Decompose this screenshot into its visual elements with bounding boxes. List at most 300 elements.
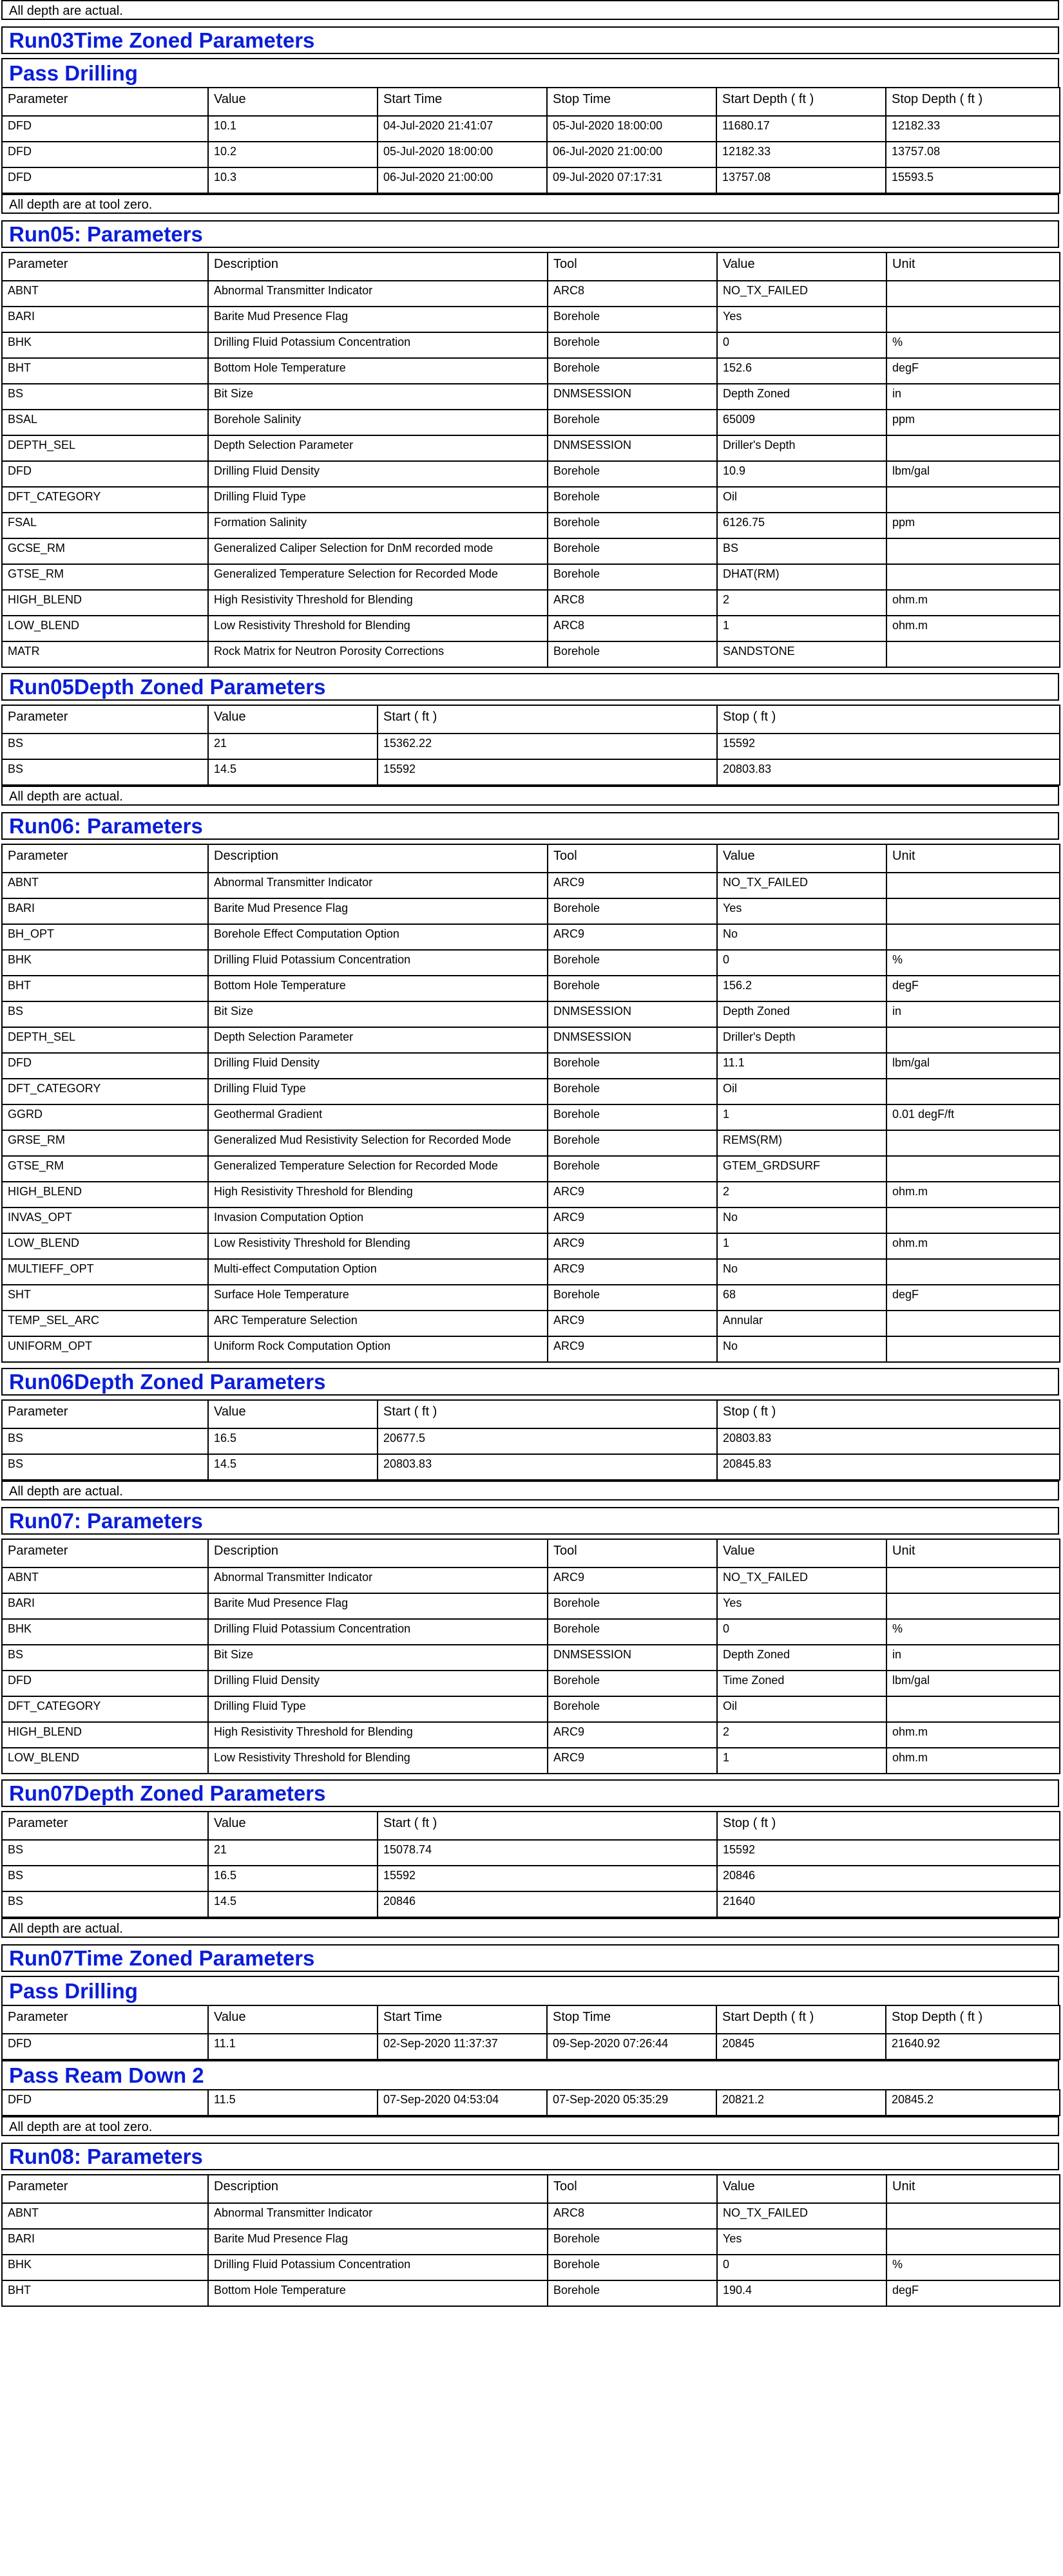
column-header: Tool xyxy=(548,844,717,873)
table-cell: FSAL xyxy=(2,513,208,538)
table-cell: Borehole xyxy=(548,1696,717,1722)
table-cell: 0 xyxy=(717,2255,886,2280)
column-header: Parameter xyxy=(2,1812,208,1840)
table-cell: ARC9 xyxy=(548,1567,717,1593)
table-cell: BARI xyxy=(2,2229,208,2255)
table-cell: 09-Sep-2020 07:26:44 xyxy=(547,2034,716,2060)
table-row xyxy=(2,1130,1060,1156)
table-cell xyxy=(886,1696,1060,1722)
parameters-table xyxy=(1,87,1060,194)
table-cell: Rock Matrix for Neutron Porosity Corrections xyxy=(208,641,548,667)
table-cell: 21 xyxy=(208,1840,378,1866)
table-cell: 11.1 xyxy=(717,1053,886,1079)
table-cell: 12182.33 xyxy=(716,142,886,167)
table-cell: Borehole xyxy=(548,461,717,487)
table-cell: Borehole xyxy=(548,2280,717,2306)
table-cell: 20845.2 xyxy=(886,2090,1060,2116)
table-cell: Drilling Fluid Potassium Concentration xyxy=(208,2255,548,2280)
table-cell: GCSE_RM xyxy=(2,538,208,564)
table-cell: High Resistivity Threshold for Blending xyxy=(208,1722,548,1748)
table-cell: Borehole xyxy=(548,976,717,1001)
table-row xyxy=(2,538,1060,564)
table-cell: Borehole xyxy=(548,564,717,590)
table-cell: HIGH_BLEND xyxy=(2,1182,208,1208)
table-cell: BHT xyxy=(2,358,208,384)
table-header-row xyxy=(2,2175,1060,2203)
table-cell: 06-Jul-2020 21:00:00 xyxy=(378,167,547,193)
spacer xyxy=(1,1363,1059,1368)
column-header: Parameter xyxy=(2,2175,208,2203)
section-title: Run05Depth Zoned Parameters xyxy=(1,673,1059,701)
table-cell: 11680.17 xyxy=(716,116,886,142)
table-cell: 156.2 xyxy=(717,976,886,1001)
table-cell: 20803.83 xyxy=(378,1454,717,1480)
column-header: Stop ( ft ) xyxy=(717,1400,1060,1428)
table-cell: Borehole Effect Computation Option xyxy=(208,924,548,950)
table-cell: ABNT xyxy=(2,281,208,307)
table-cell: Borehole xyxy=(548,332,717,358)
table-cell: Driller's Depth xyxy=(717,435,886,461)
table-cell: DEPTH_SEL xyxy=(2,435,208,461)
table-row xyxy=(2,167,1060,193)
table-cell: High Resistivity Threshold for Blending xyxy=(208,590,548,616)
note-text: All depth are actual. xyxy=(1,1918,1059,1938)
column-header: Stop Depth ( ft ) xyxy=(886,88,1060,116)
table-cell: 06-Jul-2020 21:00:00 xyxy=(547,142,716,167)
table-row xyxy=(2,734,1060,759)
table-cell: High Resistivity Threshold for Blending xyxy=(208,1182,548,1208)
table-cell: Generalized Mud Resistivity Selection for Recorded Mode xyxy=(208,1130,548,1156)
column-header: Value xyxy=(717,2175,886,2203)
table-cell: GTEM_GRDSURF xyxy=(717,1156,886,1182)
table-cell: Barite Mud Presence Flag xyxy=(208,2229,548,2255)
table-cell: Borehole xyxy=(548,898,717,924)
table-cell: No xyxy=(717,924,886,950)
table-row xyxy=(2,410,1060,435)
table-cell: ARC8 xyxy=(548,281,717,307)
table-cell: DNMSESSION xyxy=(548,1027,717,1053)
table-header-row xyxy=(2,2005,1060,2034)
table-cell: ARC9 xyxy=(548,1182,717,1208)
column-header: Value xyxy=(208,1812,378,1840)
table-row xyxy=(2,1285,1060,1311)
column-header: Value xyxy=(717,1539,886,1567)
column-header: Parameter xyxy=(2,844,208,873)
table-cell: ohm.m xyxy=(886,616,1060,641)
table-cell xyxy=(886,898,1060,924)
table-cell: ARC9 xyxy=(548,1722,717,1748)
table-cell: 15362.22 xyxy=(378,734,717,759)
table-cell xyxy=(886,873,1060,898)
pass-title: Pass Ream Down 2 xyxy=(1,2060,1059,2089)
table-cell: 2 xyxy=(717,1182,886,1208)
table-cell: DFD xyxy=(2,461,208,487)
table-cell: Invasion Computation Option xyxy=(208,1208,548,1233)
table-cell: Bottom Hole Temperature xyxy=(208,358,548,384)
table-cell: 15592 xyxy=(378,759,717,785)
table-cell: Generalized Caliper Selection for DnM recorded mode xyxy=(208,538,548,564)
table-cell: Geothermal Gradient xyxy=(208,1104,548,1130)
table-cell: 14.5 xyxy=(208,1891,378,1917)
table-cell: BARI xyxy=(2,898,208,924)
table-cell: Surface Hole Temperature xyxy=(208,1285,548,1311)
table-cell: 15592 xyxy=(717,1840,1060,1866)
table-cell: BS xyxy=(2,1840,208,1866)
table-row xyxy=(2,487,1060,513)
table-cell: BARI xyxy=(2,307,208,332)
table-cell: No xyxy=(717,1336,886,1362)
table-cell: Barite Mud Presence Flag xyxy=(208,307,548,332)
table-cell: Borehole xyxy=(548,513,717,538)
spacer xyxy=(1,668,1059,673)
table-row xyxy=(2,1593,1060,1619)
table-cell: Drilling Fluid Type xyxy=(208,1079,548,1104)
table-cell: Borehole xyxy=(548,487,717,513)
parameters-table xyxy=(1,1811,1060,1918)
table-cell: 20803.83 xyxy=(717,759,1060,785)
table-cell: 20845.83 xyxy=(717,1454,1060,1480)
parameters-table xyxy=(1,252,1060,668)
table-cell xyxy=(886,924,1060,950)
parameters-table xyxy=(1,705,1060,786)
table-cell xyxy=(886,1311,1060,1336)
parameters-table xyxy=(1,2089,1060,2116)
table-row xyxy=(2,435,1060,461)
table-cell: ARC9 xyxy=(548,1311,717,1336)
table-cell: DFD xyxy=(2,142,208,167)
section-title: Run06Depth Zoned Parameters xyxy=(1,1368,1059,1396)
table-cell: Barite Mud Presence Flag xyxy=(208,898,548,924)
table-cell: UNIFORM_OPT xyxy=(2,1336,208,1362)
table-row xyxy=(2,1840,1060,1866)
table-row xyxy=(2,2229,1060,2255)
table-cell: 20846 xyxy=(378,1891,717,1917)
table-cell: Borehole xyxy=(548,2229,717,2255)
table-row xyxy=(2,976,1060,1001)
table-cell: 15078.74 xyxy=(378,1840,717,1866)
table-cell: 1 xyxy=(717,1104,886,1130)
table-cell: Driller's Depth xyxy=(717,1027,886,1053)
table-cell: DHAT(RM) xyxy=(717,564,886,590)
table-cell: Borehole xyxy=(548,1079,717,1104)
parameters-table xyxy=(1,2005,1060,2060)
table-cell: BHK xyxy=(2,950,208,976)
table-cell: 190.4 xyxy=(717,2280,886,2306)
column-header: Stop ( ft ) xyxy=(717,705,1060,734)
column-header: Start Time xyxy=(378,88,547,116)
note-text: All depth are at tool zero. xyxy=(1,2116,1059,2136)
column-header: Parameter xyxy=(2,2005,208,2034)
table-cell: SANDSTONE xyxy=(717,641,886,667)
table-cell: GTSE_RM xyxy=(2,1156,208,1182)
table-cell: Low Resistivity Threshold for Blending xyxy=(208,616,548,641)
table-cell: ohm.m xyxy=(886,1233,1060,1259)
table-cell: Borehole xyxy=(548,950,717,976)
table-cell: 14.5 xyxy=(208,1454,378,1480)
table-cell: Drilling Fluid Density xyxy=(208,461,548,487)
table-row xyxy=(2,590,1060,616)
table-cell: % xyxy=(886,332,1060,358)
table-cell: BS xyxy=(2,1891,208,1917)
note-text: All depth are actual. xyxy=(1,1481,1059,1501)
table-row xyxy=(2,281,1060,307)
table-cell: NO_TX_FAILED xyxy=(717,2203,886,2229)
table-cell: DEPTH_SEL xyxy=(2,1027,208,1053)
table-row xyxy=(2,1336,1060,1362)
table-row xyxy=(2,1053,1060,1079)
table-cell: BS xyxy=(2,1428,208,1454)
table-cell: 16.5 xyxy=(208,1866,378,1891)
table-cell: in xyxy=(886,384,1060,410)
table-cell: Uniform Rock Computation Option xyxy=(208,1336,548,1362)
column-header: Stop Time xyxy=(547,2005,716,2034)
table-cell: BHT xyxy=(2,976,208,1001)
table-row xyxy=(2,1208,1060,1233)
column-header: Unit xyxy=(886,1539,1060,1567)
table-cell: Yes xyxy=(717,1593,886,1619)
table-row xyxy=(2,307,1060,332)
table-cell xyxy=(886,1156,1060,1182)
table-row xyxy=(2,1182,1060,1208)
table-cell: Drilling Fluid Type xyxy=(208,487,548,513)
table-row xyxy=(2,1233,1060,1259)
table-cell: degF xyxy=(886,358,1060,384)
table-cell: 1 xyxy=(717,1748,886,1774)
table-cell: ppm xyxy=(886,513,1060,538)
table-row xyxy=(2,384,1060,410)
table-cell: Generalized Temperature Selection for Recorded Mode xyxy=(208,564,548,590)
table-cell: Drilling Fluid Density xyxy=(208,1671,548,1696)
table-cell: DNMSESSION xyxy=(548,384,717,410)
table-row xyxy=(2,1619,1060,1645)
table-cell: ARC9 xyxy=(548,1208,717,1233)
column-header: Start Depth ( ft ) xyxy=(716,88,886,116)
table-cell: lbm/gal xyxy=(886,1053,1060,1079)
note-text: All depth are at tool zero. xyxy=(1,194,1059,214)
table-row xyxy=(2,142,1060,167)
table-cell xyxy=(886,1208,1060,1233)
table-cell: 11.5 xyxy=(208,2090,378,2116)
table-cell: LOW_BLEND xyxy=(2,1748,208,1774)
table-cell: Yes xyxy=(717,307,886,332)
table-cell xyxy=(886,1259,1060,1285)
table-cell: LOW_BLEND xyxy=(2,1233,208,1259)
table-cell: 15592 xyxy=(717,734,1060,759)
table-cell: INVAS_OPT xyxy=(2,1208,208,1233)
table-cell: ppm xyxy=(886,410,1060,435)
table-cell: 20845 xyxy=(716,2034,886,2060)
table-cell: Depth Selection Parameter xyxy=(208,1027,548,1053)
table-cell: BHT xyxy=(2,2280,208,2306)
table-row xyxy=(2,116,1060,142)
table-cell: Yes xyxy=(717,898,886,924)
table-cell: DFD xyxy=(2,116,208,142)
section-title: Run03Time Zoned Parameters xyxy=(1,26,1059,54)
table-row xyxy=(2,2034,1060,2060)
column-header: Start ( ft ) xyxy=(378,705,717,734)
column-header: Description xyxy=(208,252,548,281)
table-row xyxy=(2,513,1060,538)
table-header-row xyxy=(2,252,1060,281)
column-header: Tool xyxy=(548,252,717,281)
table-cell: ohm.m xyxy=(886,590,1060,616)
table-cell: Depth Selection Parameter xyxy=(208,435,548,461)
table-cell: ARC8 xyxy=(548,616,717,641)
table-cell: 1 xyxy=(717,616,886,641)
table-cell: Drilling Fluid Potassium Concentration xyxy=(208,1619,548,1645)
column-header: Value xyxy=(717,252,886,281)
column-header: Parameter xyxy=(2,1400,208,1428)
table-row xyxy=(2,2203,1060,2229)
column-header: Stop ( ft ) xyxy=(717,1812,1060,1840)
table-cell: 07-Sep-2020 04:53:04 xyxy=(378,2090,547,2116)
table-cell: NO_TX_FAILED xyxy=(717,1567,886,1593)
section-title: Run05: Parameters xyxy=(1,220,1059,248)
table-cell: lbm/gal xyxy=(886,461,1060,487)
table-row xyxy=(2,616,1060,641)
column-header: Value xyxy=(208,1400,378,1428)
table-cell xyxy=(886,435,1060,461)
column-header: Start Depth ( ft ) xyxy=(716,2005,886,2034)
table-row xyxy=(2,950,1060,976)
table-row xyxy=(2,1567,1060,1593)
table-cell: 16.5 xyxy=(208,1428,378,1454)
table-cell: TEMP_SEL_ARC xyxy=(2,1311,208,1336)
table-cell: 15593.5 xyxy=(886,167,1060,193)
table-cell: BH_OPT xyxy=(2,924,208,950)
table-cell: 10.2 xyxy=(208,142,378,167)
table-row xyxy=(2,1104,1060,1130)
table-cell: % xyxy=(886,950,1060,976)
table-cell: LOW_BLEND xyxy=(2,616,208,641)
column-header: Stop Time xyxy=(547,88,716,116)
table-cell: BHK xyxy=(2,1619,208,1645)
column-header: Unit xyxy=(886,844,1060,873)
table-cell: 2 xyxy=(717,1722,886,1748)
note-text: All depth are actual. xyxy=(1,786,1059,806)
table-cell xyxy=(886,1130,1060,1156)
table-cell xyxy=(886,2203,1060,2229)
table-cell: GRSE_RM xyxy=(2,1130,208,1156)
table-cell xyxy=(886,281,1060,307)
table-cell xyxy=(886,307,1060,332)
column-header: Parameter xyxy=(2,1539,208,1567)
table-cell: 10.9 xyxy=(717,461,886,487)
table-cell: 13757.08 xyxy=(886,142,1060,167)
table-row xyxy=(2,1454,1060,1480)
table-cell: SHT xyxy=(2,1285,208,1311)
table-cell: Depth Zoned xyxy=(717,1001,886,1027)
table-cell: 14.5 xyxy=(208,759,378,785)
table-row xyxy=(2,2280,1060,2306)
table-cell xyxy=(886,1336,1060,1362)
table-row xyxy=(2,461,1060,487)
table-cell: Yes xyxy=(717,2229,886,2255)
column-header: Parameter xyxy=(2,88,208,116)
table-row xyxy=(2,1748,1060,1774)
table-cell: % xyxy=(886,2255,1060,2280)
table-cell: ohm.m xyxy=(886,1182,1060,1208)
parameters-report xyxy=(1,0,1059,2307)
column-header: Value xyxy=(208,88,378,116)
table-cell: ABNT xyxy=(2,1567,208,1593)
table-cell: 15592 xyxy=(378,1866,717,1891)
table-cell: 10.3 xyxy=(208,167,378,193)
table-cell: BS xyxy=(2,1866,208,1891)
table-cell: Bit Size xyxy=(208,1001,548,1027)
table-cell: Time Zoned xyxy=(717,1671,886,1696)
table-cell: HIGH_BLEND xyxy=(2,590,208,616)
table-cell: Borehole xyxy=(548,358,717,384)
table-cell: BS xyxy=(2,1645,208,1671)
table-cell: ABNT xyxy=(2,873,208,898)
table-cell: in xyxy=(886,1645,1060,1671)
column-header: Tool xyxy=(548,2175,717,2203)
table-row xyxy=(2,1311,1060,1336)
table-cell: Borehole xyxy=(548,1053,717,1079)
column-header: Value xyxy=(208,705,378,734)
table-cell: 04-Jul-2020 21:41:07 xyxy=(378,116,547,142)
table-cell: 2 xyxy=(717,590,886,616)
table-cell: 12182.33 xyxy=(886,116,1060,142)
spacer xyxy=(1,1774,1059,1779)
table-cell: ABNT xyxy=(2,2203,208,2229)
column-header: Tool xyxy=(548,1539,717,1567)
table-cell: Borehole xyxy=(548,1619,717,1645)
table-row xyxy=(2,1079,1060,1104)
column-header: Parameter xyxy=(2,705,208,734)
column-header: Start Time xyxy=(378,2005,547,2034)
table-cell: ARC9 xyxy=(548,873,717,898)
table-cell: ARC8 xyxy=(548,2203,717,2229)
table-row xyxy=(2,641,1060,667)
table-cell: DNMSESSION xyxy=(548,1645,717,1671)
table-cell: NO_TX_FAILED xyxy=(717,873,886,898)
table-header-row xyxy=(2,1812,1060,1840)
table-cell: GGRD xyxy=(2,1104,208,1130)
table-cell: Bottom Hole Temperature xyxy=(208,2280,548,2306)
table-cell: Borehole xyxy=(548,1593,717,1619)
table-cell: HIGH_BLEND xyxy=(2,1722,208,1748)
table-row xyxy=(2,873,1060,898)
table-cell: Oil xyxy=(717,487,886,513)
column-header: Value xyxy=(717,844,886,873)
table-cell: Abnormal Transmitter Indicator xyxy=(208,873,548,898)
table-cell: 0 xyxy=(717,1619,886,1645)
table-cell: Bit Size xyxy=(208,384,548,410)
parameters-table xyxy=(1,844,1060,1363)
table-row xyxy=(2,1156,1060,1182)
table-cell: GTSE_RM xyxy=(2,564,208,590)
table-cell: Abnormal Transmitter Indicator xyxy=(208,1567,548,1593)
table-cell: ohm.m xyxy=(886,1748,1060,1774)
table-cell xyxy=(886,564,1060,590)
table-cell: Barite Mud Presence Flag xyxy=(208,1593,548,1619)
table-cell: Low Resistivity Threshold for Blending xyxy=(208,1233,548,1259)
table-cell: Generalized Temperature Selection for Recorded Mode xyxy=(208,1156,548,1182)
table-cell: DFD xyxy=(2,2090,208,2116)
table-cell: Drilling Fluid Density xyxy=(208,1053,548,1079)
note-text: All depth are actual. xyxy=(1,0,1059,20)
table-row xyxy=(2,1671,1060,1696)
section-title: Run07Time Zoned Parameters xyxy=(1,1944,1059,1972)
table-cell: Borehole xyxy=(548,538,717,564)
table-cell xyxy=(886,2229,1060,2255)
table-cell: Borehole xyxy=(548,2255,717,2280)
table-cell: Low Resistivity Threshold for Blending xyxy=(208,1748,548,1774)
table-cell: NO_TX_FAILED xyxy=(717,281,886,307)
table-cell: 13757.08 xyxy=(716,167,886,193)
